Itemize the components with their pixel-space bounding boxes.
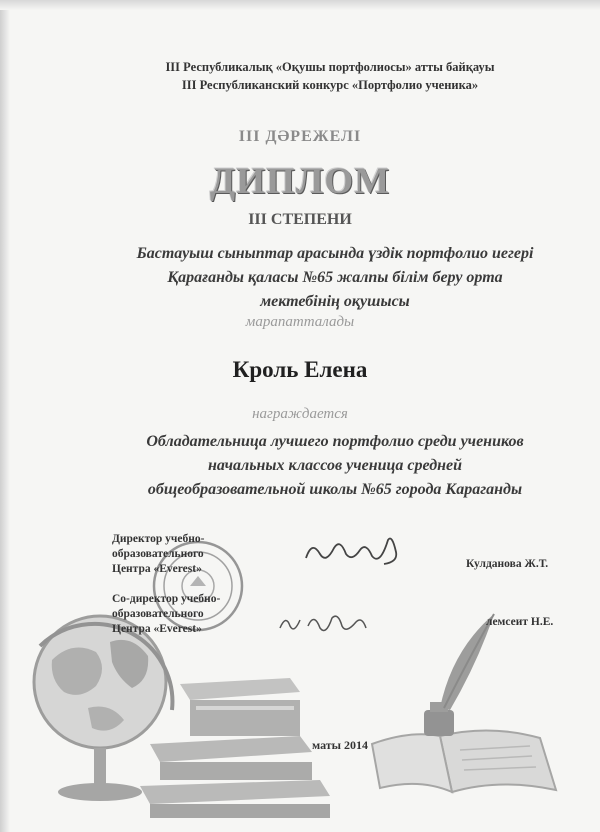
awarded-kz: марапатталады	[245, 314, 355, 330]
director-title-line: Центра «Everest»	[112, 563, 202, 575]
degree-ru: III СТЕПЕНИ	[248, 211, 352, 228]
open-book-icon	[372, 730, 556, 792]
director-name: Кулданова Ж.Т.	[466, 558, 549, 570]
degree-kz: III ДӘРЕЖЕЛІ	[238, 128, 362, 145]
scan-shadow-top	[0, 0, 600, 10]
award-reason-kz-line: Бастауыш сыныптар арасында үздік портфолио иегері	[136, 245, 534, 262]
place-year: маты 2014	[312, 738, 369, 752]
award-reason-kz-line: мектебінің оқушысы	[260, 293, 410, 310]
co-director-title-line: Центра «Everest»	[112, 623, 202, 635]
contest-title-ru: III Республиканский конкурс «Портфолио ученика»	[181, 78, 479, 92]
co-director-title	[112, 592, 220, 637]
award-reason-ru-line: Обладательница лучшего портфолио среди учеников	[146, 433, 524, 450]
quill-icon	[440, 614, 494, 710]
award-reason-kz-line: Қарағанды қаласы №65 жалпы білім беру орта	[167, 269, 503, 286]
award-reason-ru-line: начальных классов ученица средней	[207, 457, 463, 474]
co-director-title-line: образовательного	[112, 608, 204, 620]
award-reason-ru	[100, 430, 570, 502]
recipient-name: Кроль Елена	[232, 357, 368, 382]
director-signature	[300, 532, 410, 572]
director-title-line: образовательного	[112, 548, 204, 560]
director-title	[112, 532, 204, 577]
co-director-signature	[276, 608, 372, 638]
globe-icon	[34, 616, 172, 801]
director-title-line: Директор учебно-	[112, 533, 205, 545]
diploma-title: ДИПЛОМ	[209, 161, 391, 202]
co-director-title-line: Со-директор учебно-	[112, 593, 221, 605]
co-director-name: лемсеит Н.Е.	[486, 616, 554, 628]
award-reason-ru-line: общеобразовательной школы №65 города Караганды	[147, 481, 523, 498]
awarded-ru: награждается	[252, 406, 348, 422]
book-stack-icon	[140, 678, 330, 818]
globe-books-quill-illustration	[0, 560, 600, 832]
award-reason-kz	[100, 242, 570, 314]
contest-title-kz: III Республикалық «Оқушы портфолиосы» атты байқауы	[165, 60, 495, 74]
